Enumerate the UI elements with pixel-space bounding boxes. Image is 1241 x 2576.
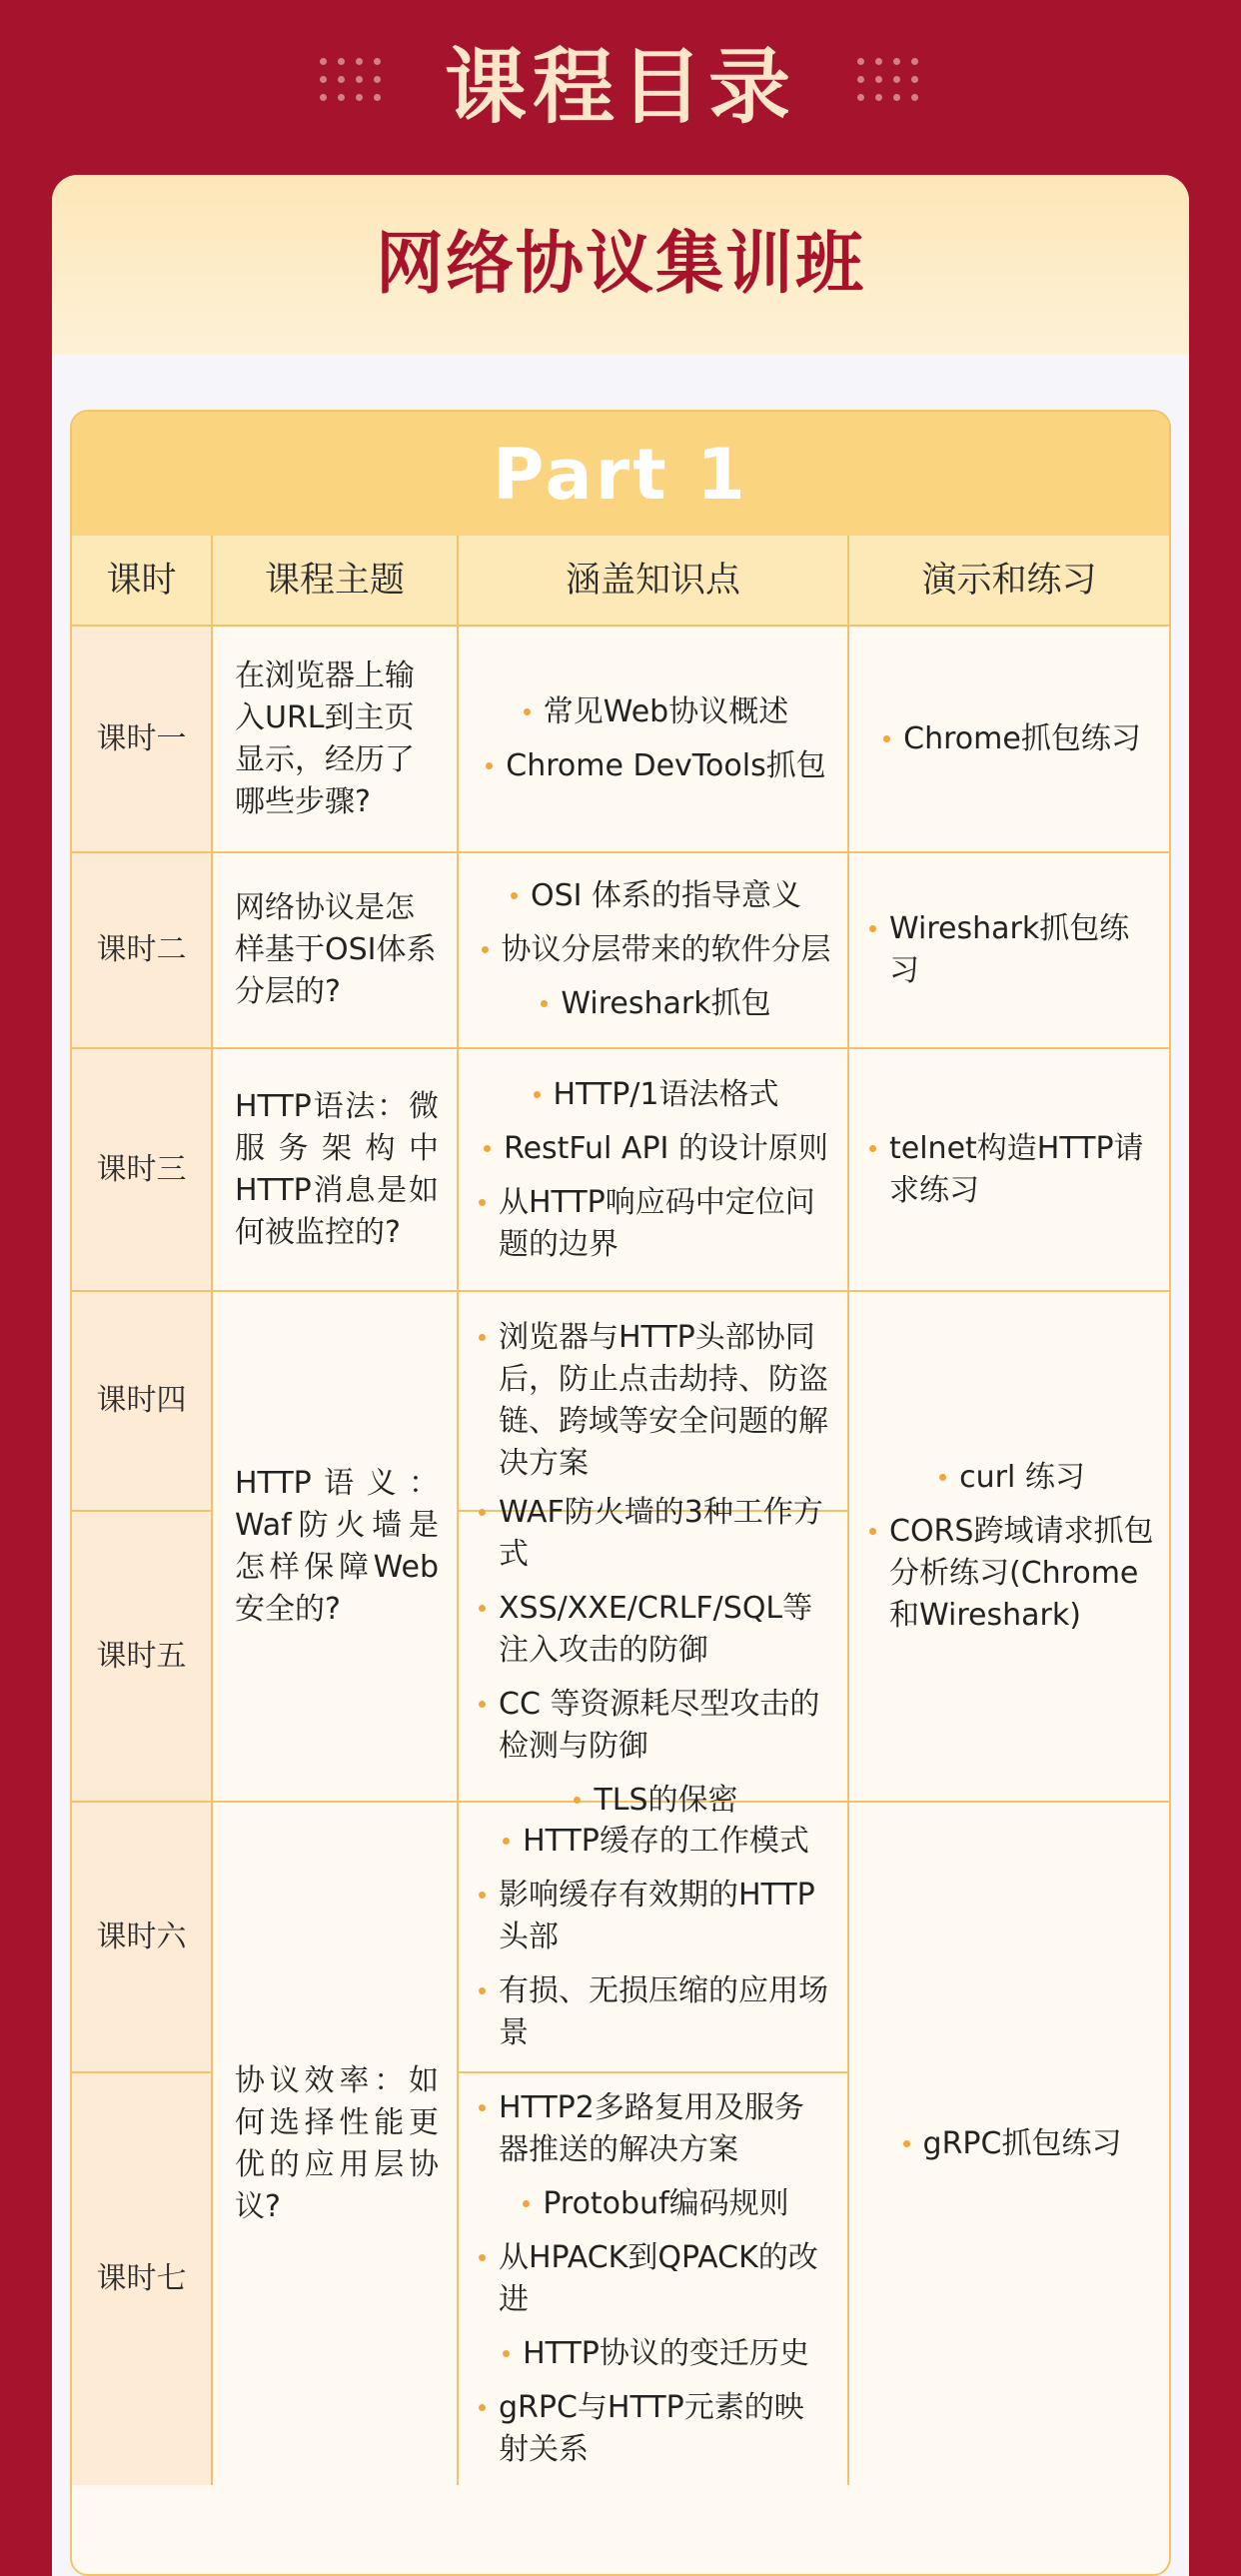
practice-item: CORS跨域请求抓包分析练习(Chrome和Wireshark) [869, 1511, 1155, 1637]
course-card [52, 175, 1189, 2576]
practice-cell-1 [849, 627, 1169, 853]
knowledge-item: 影响缓存有效期的HTTP头部 [479, 1875, 833, 1958]
topic-cell-2 [213, 853, 459, 1049]
knowledge-item: 常见Web协议概述 [524, 691, 788, 733]
knowledge-item: HTTP缓存的工作模式 [503, 1821, 809, 1863]
knowledge-item: OSI 体系的指导意义 [511, 875, 801, 917]
practice-item: Wireshark抓包练习 [869, 908, 1155, 992]
practice-cell-4 [849, 1292, 1169, 1803]
course-table [72, 536, 1169, 2574]
topic-text: 网络协议是怎样基于OSI体系分层的? [235, 890, 437, 1009]
lesson-label-2: 课时二 [72, 853, 213, 1049]
topic-text: HTTP语法：微服务架构中HTTP消息是如何被监控的? [235, 1088, 439, 1250]
practice-cell-3 [849, 1049, 1169, 1292]
knowledge-item: HTTP/1语法格式 [534, 1074, 779, 1116]
knowledge-cell-3 [459, 1049, 849, 1292]
knowledge-cell-2 [459, 853, 849, 1049]
knowledge-item: WAF防火墙的3种工作方式 [479, 1492, 833, 1576]
lesson-label-1: 课时一 [72, 627, 213, 853]
decorative-dots-right [857, 58, 953, 118]
card-header [52, 175, 1189, 355]
knowledge-item: Wireshark抓包 [541, 983, 770, 1025]
page-header [0, 0, 1241, 175]
practice-item: telnet构造HTTP请求练习 [869, 1128, 1155, 1212]
practice-item: gRPC抓包练习 [903, 2123, 1122, 2165]
knowledge-item: XSS/XXE/CRLF/SQL等注入攻击的防御 [479, 1588, 833, 1672]
knowledge-item: Protobuf编码规则 [523, 2183, 788, 2225]
topic-cell-3 [213, 1049, 459, 1292]
practice-item: Chrome抓包练习 [883, 718, 1141, 760]
knowledge-item: CC 等资源耗尽型攻击的检测与防御 [479, 1684, 833, 1768]
lesson-label-4: 课时四 [72, 1292, 213, 1512]
topic-cell-1 [213, 627, 459, 853]
column-header-practice: 演示和练习 [849, 536, 1169, 627]
knowledge-cell-4 [459, 1292, 849, 1512]
knowledge-item: RestFul API 的设计原则 [484, 1128, 828, 1170]
topic-text: 在浏览器上输入URL到主页显示，经历了哪些步骤? [235, 657, 415, 819]
knowledge-item: gRPC与HTTP元素的映射关系 [479, 2387, 833, 2471]
column-header-topic: 课程主题 [213, 536, 459, 627]
knowledge-item: Chrome DevTools抓包 [486, 745, 825, 787]
topic-cell-5 [213, 1803, 459, 2485]
part-panel [70, 410, 1171, 2576]
practice-cell-5 [849, 1803, 1169, 2485]
knowledge-item: HTTP2多路复用及服务器推送的解决方案 [479, 2087, 833, 2171]
knowledge-item: 浏览器与HTTP头部协同后，防止点击劫持、防盗链、跨域等安全问题的解决方案 [479, 1317, 833, 1485]
lesson-label-7: 课时七 [72, 2073, 213, 2485]
lesson-label-6: 课时六 [72, 1803, 213, 2073]
knowledge-cell-5 [459, 1494, 849, 1818]
lesson-label-3: 课时三 [72, 1049, 213, 1292]
knowledge-cell-1 [459, 627, 849, 853]
knowledge-cell-6 [459, 1803, 849, 2073]
knowledge-cell-7 [459, 2073, 849, 2485]
part-title: Part 1 [493, 434, 748, 516]
lesson-label-5: 课时五 [72, 1512, 213, 1803]
practice-item: curl 练习 [939, 1457, 1085, 1499]
knowledge-item: TLS的保密 [574, 1780, 737, 1822]
column-header-lesson: 课时 [72, 536, 213, 627]
knowledge-item: HTTP协议的变迁历史 [503, 2333, 809, 2375]
course-title: 网络协议集训班 [375, 225, 865, 304]
knowledge-item: 从HPACK到QPACK的改进 [479, 2237, 833, 2321]
topic-text: HTTP语义：Waf防火墙是怎样保障Web安全的? [235, 1465, 439, 1627]
column-header-knowledge: 涵盖知识点 [459, 536, 849, 627]
knowledge-item: 从HTTP响应码中定位问题的边界 [479, 1182, 833, 1266]
knowledge-item: 协议分层带来的软件分层 [482, 929, 831, 971]
part-header [72, 412, 1171, 536]
knowledge-item: 有损、无损压缩的应用场景 [479, 1970, 833, 2054]
practice-cell-2 [849, 853, 1169, 1049]
topic-text: 协议效率：如何选择性能更优的应用层协议? [235, 2062, 439, 2224]
page-title: 课程目录 [444, 40, 796, 135]
topic-cell-4 [213, 1292, 459, 1803]
